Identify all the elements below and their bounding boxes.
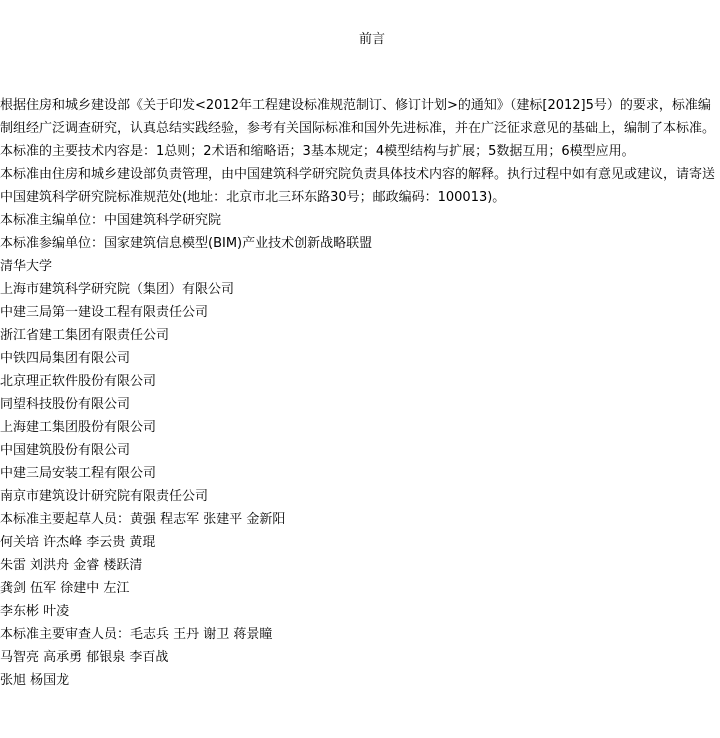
drafters-line: 何关培 许杰峰 李云贵 黄琨 (0, 535, 156, 550)
participating-unit: 上海市建筑科学研究院（集团）有限公司 (0, 282, 235, 297)
paragraph-technical-content: 本标准的主要技术内容是：1总则；2术语和缩略语；3基本规定；4模型结构与扩展；5数据互用；6模型应用。 (0, 144, 635, 159)
participating-units-heading: 本标准参编单位：国家建筑信息模型(BIM)产业技术创新战略联盟 (0, 236, 373, 251)
participating-unit: 中铁四局集团有限公司 (0, 351, 131, 366)
participating-unit: 浙江省建工集团有限责任公司 (0, 328, 170, 343)
reviewers-line: 马智亮 高承勇 郁银泉 李百战 (0, 650, 169, 665)
participating-unit: 中国建筑股份有限公司 (0, 443, 131, 458)
reviewers-line: 张旭 杨国龙 (0, 673, 70, 688)
participating-unit: 中建三局安装工程有限公司 (0, 466, 157, 481)
paragraph-management: 本标准由住房和城乡建设部负责管理，由中国建筑科学研究院负责具体技术内容的解释。执行过程中如有意见或建议，请寄送中国建筑科学研究院标准规范处(地址：北京市北三环东路30号；邮政编码：100013)。 (0, 167, 716, 205)
participating-unit: 上海建工集团股份有限公司 (0, 420, 157, 435)
drafters-line: 朱雷 刘洪舟 金睿 楼跃清 (0, 558, 143, 573)
drafters-line: 龚剑 伍军 徐建中 左江 (0, 581, 130, 596)
paragraph-intro: 根据住房和城乡建设部《关于印发<2012年工程建设标准规范制订、修订计划>的通知》（建标[2012]5号）的要求，标准编制组经广泛调查研究，认真总结实践经验，参考有关国际标准和国外先进标准，并在广泛征求意见的基础上，编制了本标准。 (0, 98, 716, 136)
reviewers-heading: 本标准主要审查人员：毛志兵 王丹 谢卫 蒋景瞳 (0, 627, 273, 642)
drafters-heading: 本标准主要起草人员：黄强 程志军 张建平 金新阳 (0, 512, 286, 527)
participating-unit: 北京理正软件股份有限公司 (0, 374, 157, 389)
drafters-line: 李东彬 叶凌 (0, 604, 70, 619)
participating-unit: 中建三局第一建设工程有限责任公司 (0, 305, 209, 320)
participating-unit: 南京市建筑设计研究院有限责任公司 (0, 489, 209, 504)
chief-editor-unit: 本标准主编单位：中国建筑科学研究院 (0, 213, 222, 228)
document-body (0, 94, 718, 692)
participating-unit: 同望科技股份有限公司 (0, 397, 131, 412)
participating-unit: 清华大学 (0, 259, 53, 274)
page-title: 前言 (358, 32, 385, 47)
